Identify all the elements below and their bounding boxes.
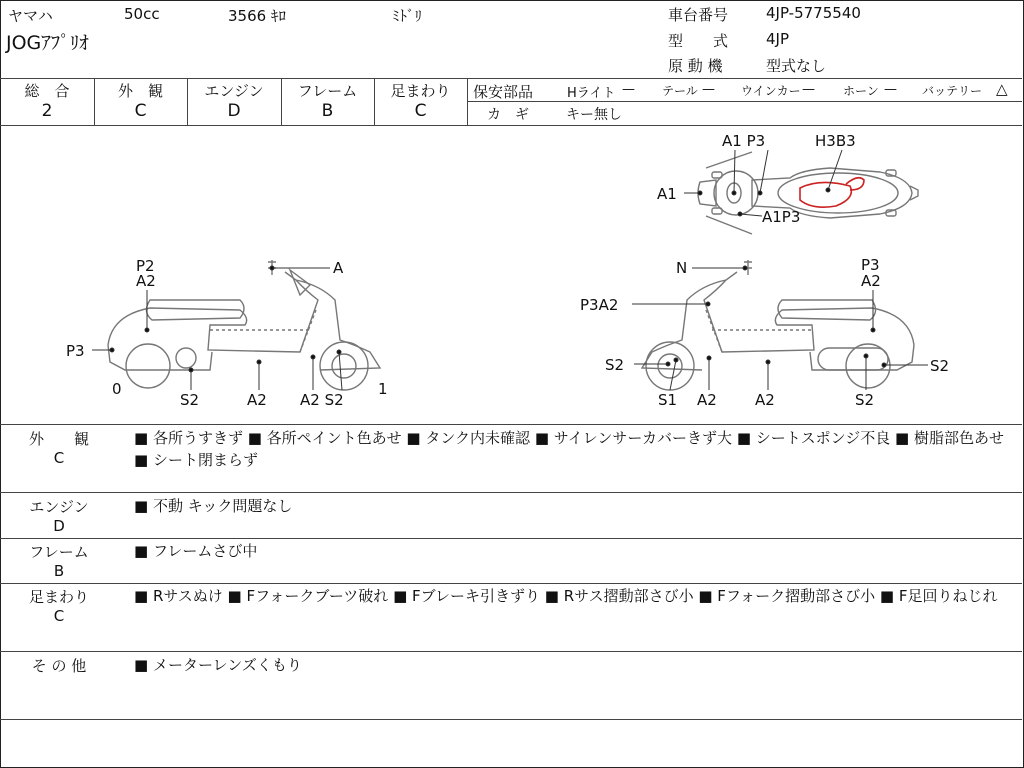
safety-item-horn-value: — (884, 82, 897, 97)
displacement: 50cc (124, 5, 160, 23)
label-left-1: 1 (378, 380, 388, 398)
key-label: カ ギ (487, 107, 529, 123)
label-left-a2s2: A2 S2 (300, 391, 344, 409)
label-right-a2: A2 (697, 391, 717, 409)
safety-item-headlight-label: Hライト (567, 86, 616, 101)
frame-number-value: 4JP-5775540 (766, 4, 861, 22)
divider (0, 492, 1022, 493)
section-suspension-label: 足まわり (28, 588, 89, 606)
safety-item-headlight-value: — (622, 82, 635, 97)
grade-exterior-value: C (134, 101, 147, 121)
label-right-a2-top: A2 (861, 272, 881, 290)
label-right-p3a2: P3A2 (580, 296, 619, 314)
label-top-a1: A1 (657, 185, 677, 203)
maker: ヤマハ (8, 7, 53, 25)
grade-exterior-label: 外 観 (117, 82, 163, 100)
section-exterior-label: 外 観 (28, 430, 89, 448)
label-left-p2: P2 (136, 257, 155, 275)
engine-type-label: 原 動 機 (668, 57, 723, 75)
section-other-text: ■ メーターレンズくもり (134, 656, 302, 674)
model-name: JOGｱﾌﾟﾘｵ (6, 32, 89, 54)
scooter-damage-diagram (0, 126, 1022, 424)
section-engine-grade: D (53, 517, 65, 535)
label-right-s2-front: S2 (605, 356, 625, 374)
scooter-top-view (698, 152, 918, 234)
divider (0, 538, 1022, 539)
label-left-a2: A2 (247, 391, 267, 409)
label-left-0: 0 (112, 380, 122, 398)
safety-item-battery-value: △ (996, 80, 1008, 98)
engine-type-value: 型式なし (766, 57, 827, 75)
grade-engine-label: エンジン (204, 82, 264, 100)
label-top-a1p3: A1 P3 (722, 132, 766, 150)
label-right-a2-mid: A2 (755, 391, 775, 409)
type-label: 型 式 (668, 32, 729, 50)
divider (0, 583, 1022, 584)
safety-item-battery-label: バッテリー (922, 84, 983, 98)
section-frame-grade: B (53, 562, 65, 580)
section-exterior-grade: C (53, 449, 65, 467)
label-top-a1p3-lower: A1P3 (762, 208, 801, 226)
section-engine-text: ■ 不動 キック問題なし (134, 497, 293, 515)
safety-item-winker-value: — (802, 82, 815, 97)
safety-item-tail-label: テール (662, 84, 698, 98)
grade-suspension-label: 足まわり (390, 82, 451, 100)
divider (467, 78, 468, 125)
label-left-a2-top: A2 (136, 272, 156, 290)
divider (0, 651, 1022, 652)
section-frame-label: フレーム (29, 543, 89, 561)
divider (0, 719, 1022, 720)
grade-overall-value: 2 (41, 101, 53, 121)
section-other-label: そ の 他 (31, 657, 87, 675)
section-frame-text: ■ フレームさび中 (134, 542, 258, 560)
label-right-s1: S1 (658, 391, 678, 409)
grade-suspension-value: C (414, 101, 427, 121)
frame-number-label: 車台番号 (668, 6, 729, 24)
grade-frame-label: フレーム (297, 82, 358, 100)
label-left-s2: S2 (180, 391, 200, 409)
label-top-h3b3: H3B3 (815, 132, 856, 150)
key-value: キー無し (566, 107, 622, 123)
section-suspension-grade: C (53, 607, 65, 625)
type-value: 4JP (766, 30, 790, 48)
label-right-s2-bottom: S2 (855, 391, 875, 409)
divider (0, 424, 1022, 425)
damage-mark-outline (800, 178, 864, 207)
label-left-a: A (333, 259, 344, 277)
grade-overall-label: 総 合 (24, 82, 70, 100)
safety-item-winker-label: ウインカー (741, 84, 801, 98)
grade-frame-value: B (321, 101, 334, 121)
label-left-p3: P3 (66, 342, 85, 360)
divider (467, 101, 1022, 102)
label-right-n: N (676, 259, 688, 277)
mileage: 3566 ｷﾛ (228, 7, 286, 25)
section-suspension-text: ■ Rサスぬけ ■ Fフォークブーツ破れ ■ Fブレーキ引きずり ■ Rサス摺動部さび小 ■ Fフォーク摺動部さび小 ■ F足回りねじれ (134, 587, 998, 605)
grade-engine-value: D (227, 101, 241, 121)
divider (0, 78, 1022, 79)
safety-item-tail-value: — (702, 82, 715, 97)
body-color: ﾐﾄﾞﾘ (392, 7, 423, 25)
section-engine-label: エンジン (29, 498, 89, 516)
label-right-p3: P3 (861, 256, 880, 274)
section-exterior-text: ■ 各所うすきず ■ 各所ペイント色あせ ■ タンク内未確認 ■ サイレンサーカバーきず大 ■ シートスポンジ不良 ■ 樹脂部色あせ ■ シート閉まらず (134, 429, 1004, 469)
safety-parts-title: 保安部品 (473, 83, 534, 101)
label-right-s2-rear: S2 (930, 357, 950, 375)
safety-item-horn-label: ホーン (843, 84, 879, 98)
